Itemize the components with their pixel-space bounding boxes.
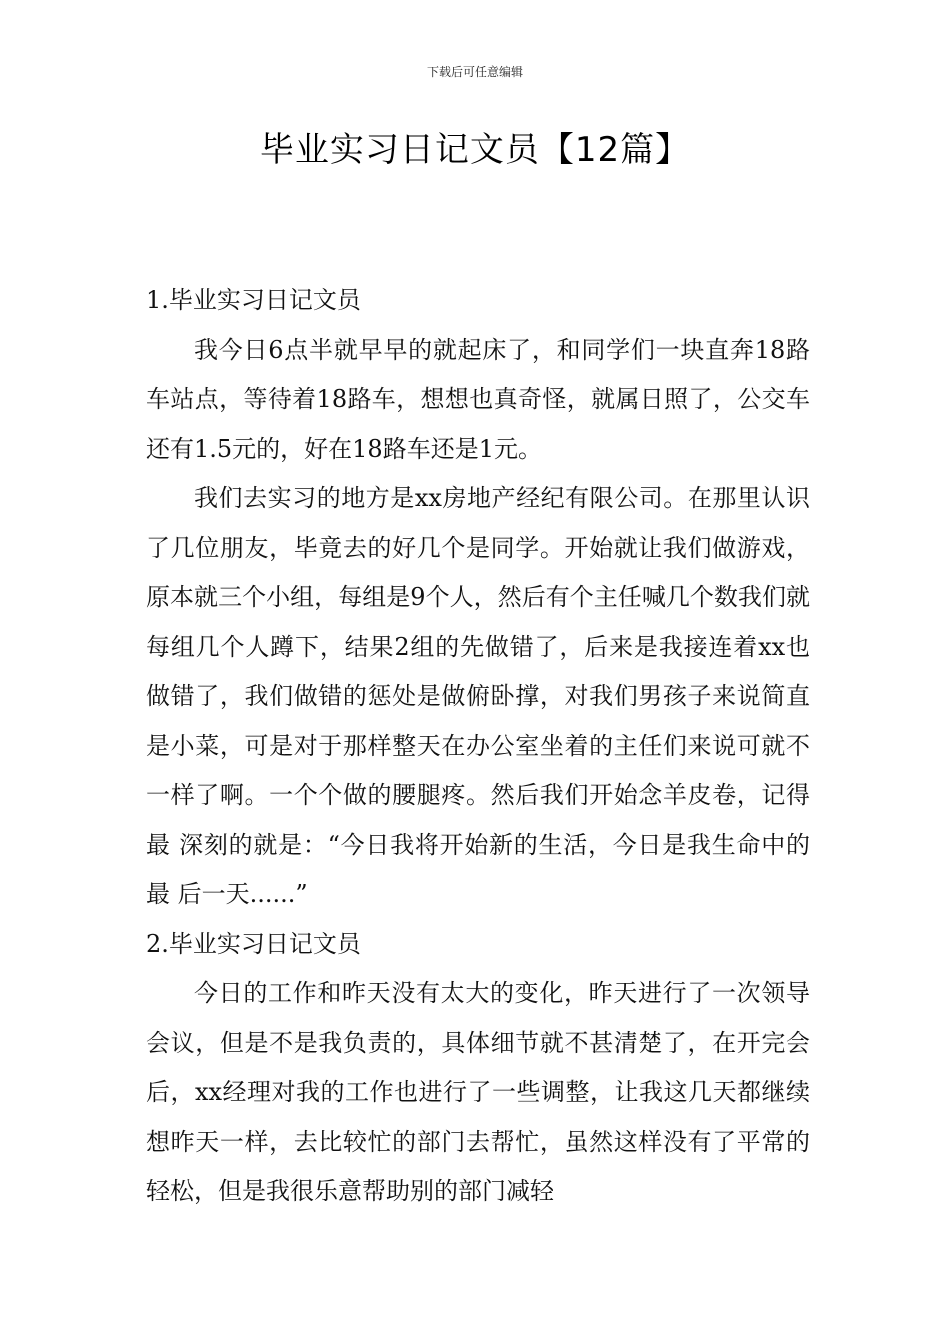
section-2 (146, 920, 810, 1217)
section-heading: 1.毕业实习日记文员 (146, 286, 361, 314)
paragraph: 我们去实习的地方是xx房地产经纪有限公司。在那里认识了几位朋友，毕竟去的好几个是同学。开始就让我们做游戏，原本就三个小组，每组是9个人，然后有个主任喊几个数我们就每组几个人蹲下，结果2组的先做错了，后来是我接连着xx也做错了，我们做错的惩处是做俯卧撑，对我们男孩子来说简直是小菜，可是对于那样整天在办公室坐着的主任们来说可就不一样了啊。一个个做的腰腿疼。然后我们开始念羊皮卷，记得最 深刻的就是：“今日我将开始新的生活，今日是我生命中的最 后一天......” (146, 484, 810, 908)
paragraph: 我今日6点半就早早的就起床了，和同学们一块直奔18路车站点，等待着18路车，想想也真奇怪，就属日照了，公交车还有1.5元的，好在18路车还是1元。 (146, 335, 810, 463)
section-1 (146, 276, 810, 920)
document-title: 毕业实习日记文员【12篇】 (259, 130, 691, 170)
paragraph: 今日的工作和昨天没有太大的变化，昨天进行了一次领导会议，但是不是我负责的，具体细节就不甚清楚了，在开完会后，xx经理对我的工作也进行了一些调整，让我这几天都继续想昨天一样，去比较忙的部门去帮忙，虽然这样没有了平常的轻松，但是我很乐意帮助别的部门减轻 (146, 979, 810, 1205)
header-note: 下载后可任意编辑 (426, 65, 523, 79)
section-heading: 2.毕业实习日记文员 (146, 929, 361, 958)
document-body (146, 276, 810, 1217)
